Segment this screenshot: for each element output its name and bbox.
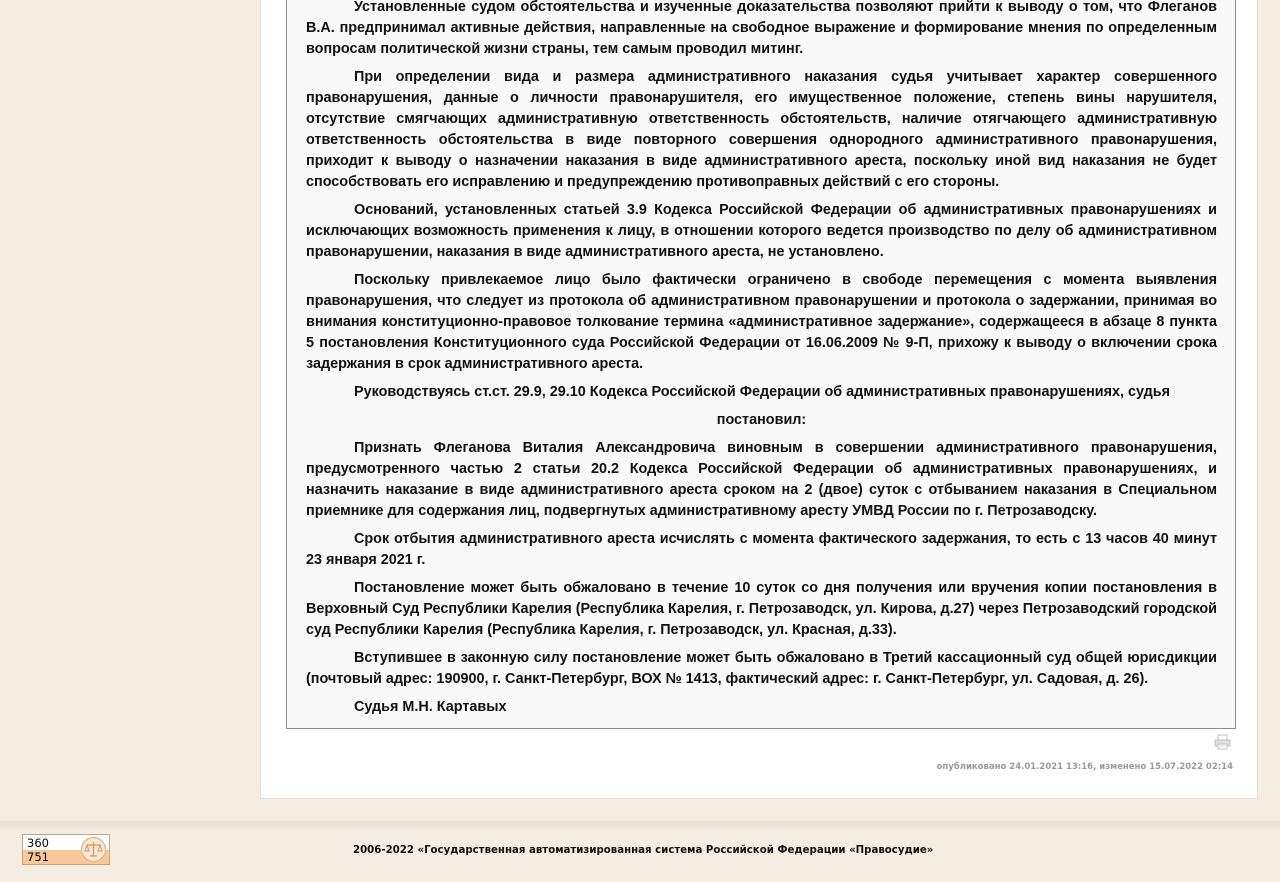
paragraph-arrest-start: Срок отбытия административного ареста исчислять с момента фактического задержания, то есть с 13 часов 40 минут 23 января 2021 г. bbox=[306, 531, 1217, 568]
scales-of-justice-icon bbox=[80, 836, 107, 863]
paragraph-cassation: Вступившее в законную силу постановление может быть обжаловано в Третий кассационный суд общей юрисдикции (почтовый адрес: 190900, г. Санкт-Петербург, ВОХ № 1413, фактический адрес: г. Санкт-Петербург, ул. Садовая, д. 26). bbox=[306, 650, 1217, 687]
paragraph-ruling-heading: постановил: bbox=[716, 412, 807, 428]
publication-date: опубликовано 24.01.2021 13:16, изменено 15.07.2022 02:14 bbox=[936, 762, 1233, 772]
paragraph-detention-term: Поскольку привлекаемое лицо было фактически ограничено в свободе перемещения с момента выявления правонарушения, что следует из протокола об административном правонарушении и протокола о задержании, принимая во внимания конституционно-правовое толкование термина «административное задержание», содержащееся в абзаце 8 пункта 5 постановления Конституционного суда Российской Федерации от 16.06.2009 № 9-П, прихожу к выводу о включении срока задержания в срок административного ареста. bbox=[306, 272, 1217, 372]
counter-value-1: 360 bbox=[27, 836, 49, 850]
copyright-text: 2006-2022 «Государственная автоматизированная система Российской Федерации «Правосудие» bbox=[353, 845, 934, 856]
printer-icon[interactable] bbox=[1214, 734, 1231, 750]
main-content-panel bbox=[260, 0, 1258, 799]
paragraph-verdict: Признать Флеганова Виталия Александровича виновным в совершении административного правонарушения, предусмотренного частью 2 статьи 20.2 Кодекса Российской Федерации об административных правонарушениях, и назначить наказание в виде административного ареста сроком на 2 (двое) суток с отбыванием наказания в Специальном приемнике для содержания лиц, подвергнутых административному аресту УМВД России по г. Петрозаводску. bbox=[306, 440, 1217, 519]
paragraph-judge-signature: Судья М.Н. Картавых bbox=[354, 699, 507, 715]
paragraph-conclusion: Установленные судом обстоятельства и изученные доказательства позволяют прийти к выводу о том, что Флеганов В.А. предпринимал активные действия, направленные на свободное выражение и формирование мнения по определенным вопросам политической жизни страны, тем самым проводил митинг. bbox=[306, 0, 1217, 57]
paragraph-punishment-factors: При определении вида и размера административного наказания судья учитывает характер совершенного правонарушения, данные о личности правонарушителя, его имущественное положение, степень вины нарушителя, отсутствие смягчающих административную ответственность обстоятельств, наличие отягчающего административную ответственность обстоятельства в виде повторного совершения однородного административного правонарушения, приходит к выводу о назначении наказания в виде административного ареста, поскольку иной вид наказания не будет способствовать его исправлению и предупреждению противоправных действий с его стороны. bbox=[306, 69, 1217, 190]
paragraph-appeal: Постановление может быть обжаловано в течение 10 суток со дня получения или вручения копии постановления в Верховный Суд Республики Карелия (Республика Карелия, г. Петрозаводск, ул. Кирова, д.27) через Петрозаводский городской суд Республики Карелия (Республика Карелия, г. Петрозаводск, ул. Красная, д.33). bbox=[306, 580, 1217, 638]
document-text-box bbox=[286, 0, 1236, 729]
counter-value-2: 751 bbox=[23, 850, 109, 864]
paragraph-guided-by: Руководствуясь ст.ст. 29.9, 29.10 Кодекса Российской Федерации об административных правонарушениях, судья bbox=[354, 384, 1171, 400]
visit-counter[interactable] bbox=[22, 834, 110, 865]
paragraph-no-exclusions: Оснований, установленных статьей 3.9 Кодекса Российской Федерации об административных правонарушениях и исключающих возможность применения к лицу, в отношении которого ведется производство по делу об административном правонарушении, наказания в виде административного ареста, не установлено. bbox=[306, 202, 1217, 260]
footer bbox=[0, 821, 1280, 882]
